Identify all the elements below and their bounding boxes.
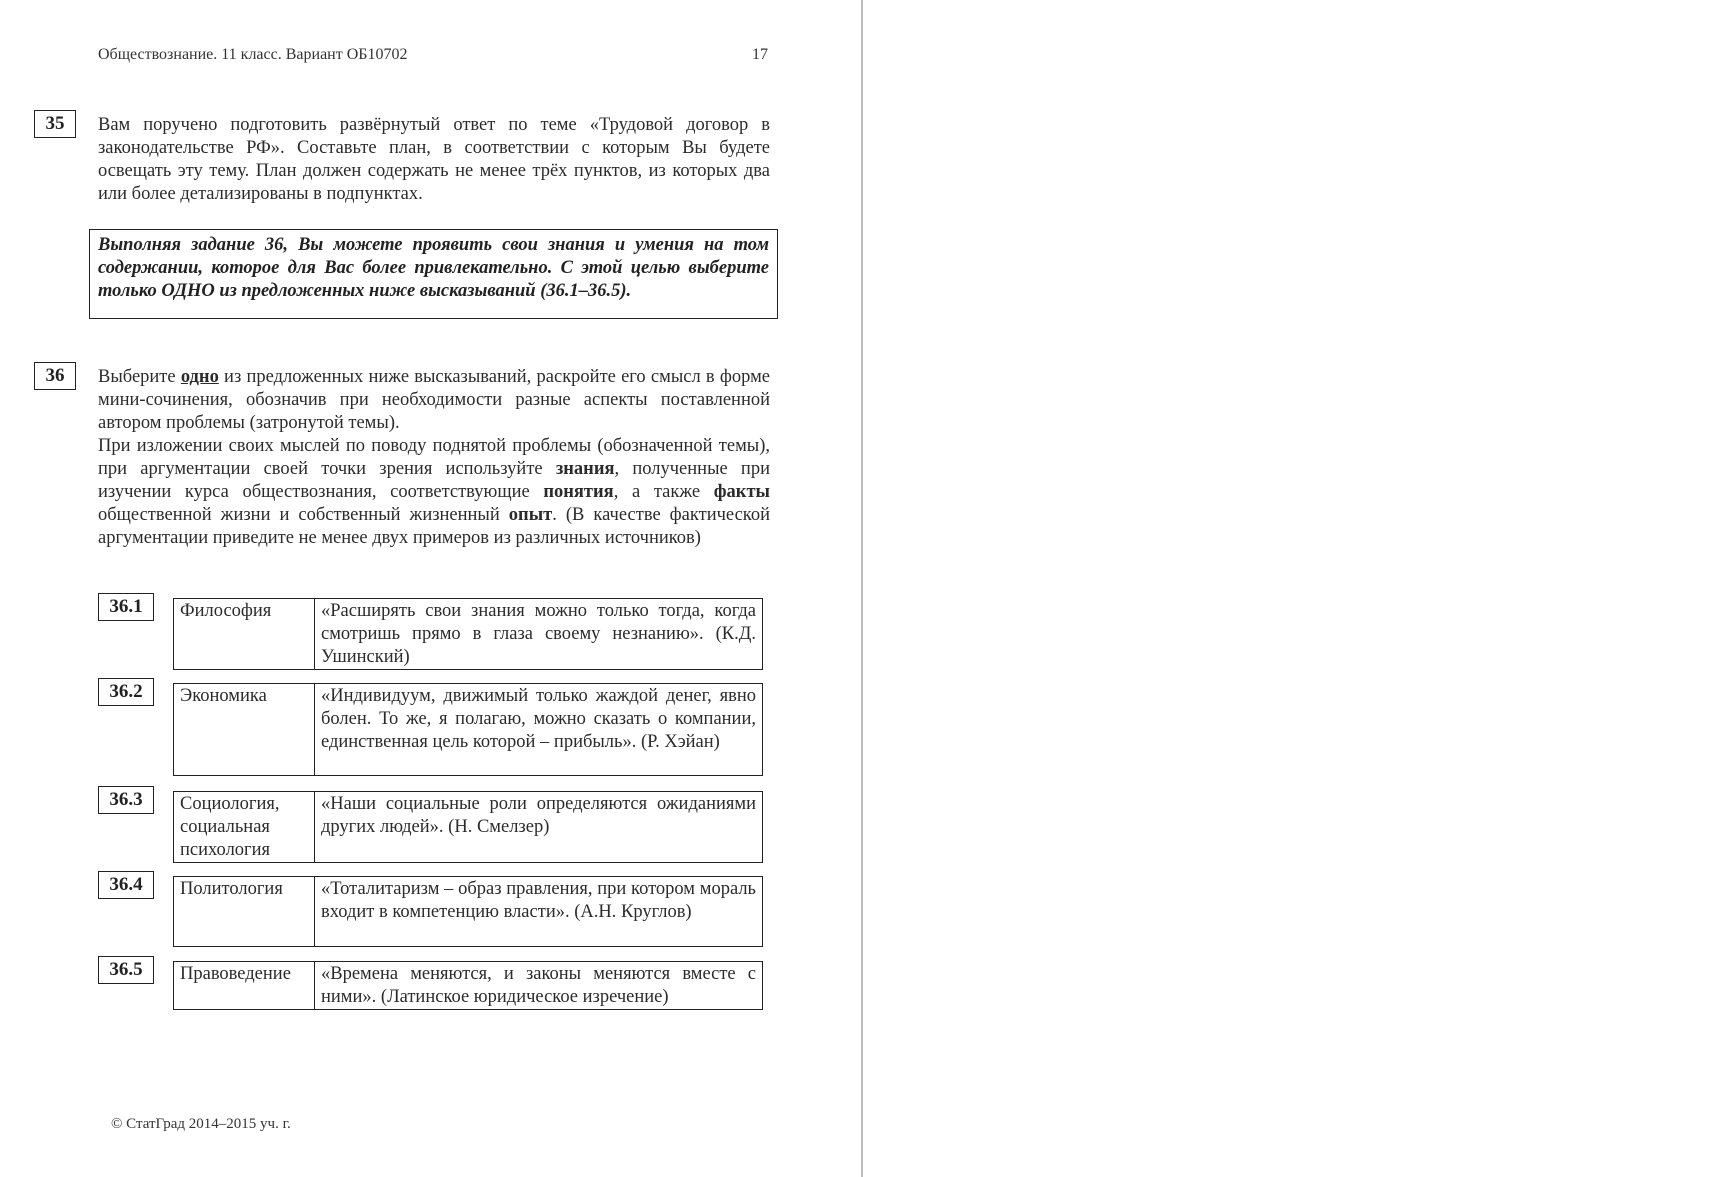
task-35-text	[98, 114, 770, 206]
instruction-note: Выполняя задание 36, Вы можете проявить свои знания и умения на том содержании, которое для Вас более привлекательно. С этой целью выберите только ОДНО из предложенных ниже высказываний (36.1–36.5).	[89, 229, 778, 319]
task-36-paragraph-2: При изложении своих мыслей по поводу поднятой проблемы (обозначенной темы), при аргументации своей точки зрения используйте знания, полученные при изучении курса обществознания, соответствующие понятия, а также факты общественной жизни и собственный жизненный опыт. (В качестве фактической аргументации приведите не менее двух примеров из различных источников)	[98, 436, 770, 548]
emphasis-facts: факты	[713, 482, 770, 502]
statement-subject: Социология, социальная психология	[174, 792, 315, 863]
statement-quote: «Тоталитаризм – образ правления, при котором мораль входит в компетенцию власти». (А.Н. Круглов)	[315, 877, 763, 947]
page-divider	[861, 0, 863, 1177]
emphasis-experience: опыт	[508, 505, 553, 525]
statement-subject: Политология	[174, 877, 315, 947]
statement-number: 36.1	[98, 593, 154, 621]
task-36-text	[98, 366, 770, 550]
statement-number: 36.3	[98, 786, 154, 814]
statement-number: 36.2	[98, 678, 154, 706]
task-35-number: 35	[34, 110, 76, 138]
task-35-paragraph: Вам поручено подготовить развёрнутый ответ по теме «Трудовой договор в законодательстве РФ». Составьте план, в соответствии с которым Вы будете освещать эту тему. План должен содержать не менее трёх пунктов, из которых два или более детализированы в подпунктах.	[98, 115, 770, 204]
statement-number: 36.5	[98, 956, 154, 984]
statement-table	[173, 598, 763, 670]
page-footer: © СтатГрад 2014–2015 уч. г.	[111, 1116, 291, 1132]
task-36-number: 36	[34, 362, 76, 390]
statement-quote: «Наши социальные роли определяются ожиданиями других людей». (Н. Смелзер)	[315, 792, 763, 863]
page-header-title: Обществознание. 11 класс. Вариант ОБ10702	[98, 46, 408, 63]
statement-table	[173, 683, 763, 776]
statement-quote: «Расширять свои знания можно только тогда, когда смотришь прямо в глаза своему незнанию». (К.Д. Ушинский)	[315, 599, 763, 670]
emphasis-knowledge: знания	[555, 459, 615, 479]
statement-subject: Экономика	[174, 684, 315, 776]
emphasis-concepts: понятия	[543, 482, 614, 502]
statement-subject: Правоведение	[174, 962, 315, 1010]
task-36-paragraph-1: Выберите одно из предложенных ниже высказываний, раскройте его смысл в форме мини-сочинения, обозначив при необходимости разные аспекты поставленной автором проблемы (затронутой темы).	[98, 367, 770, 433]
emphasis-one: одно	[180, 367, 219, 387]
statement-quote: «Времена меняются, и законы меняются вместе с ними». (Латинское юридическое изречение)	[315, 962, 763, 1010]
statement-quote: «Индивидуум, движимый только жаждой денег, явно болен. То же, я полагаю, можно сказать о компании, единственная цель которой – прибыль». (Р. Хэйан)	[315, 684, 763, 776]
statement-number: 36.4	[98, 871, 154, 899]
statement-table	[173, 876, 763, 947]
statement-table	[173, 961, 763, 1010]
page-number: 17	[752, 46, 768, 63]
statement-table	[173, 791, 763, 863]
statement-subject: Философия	[174, 599, 315, 670]
